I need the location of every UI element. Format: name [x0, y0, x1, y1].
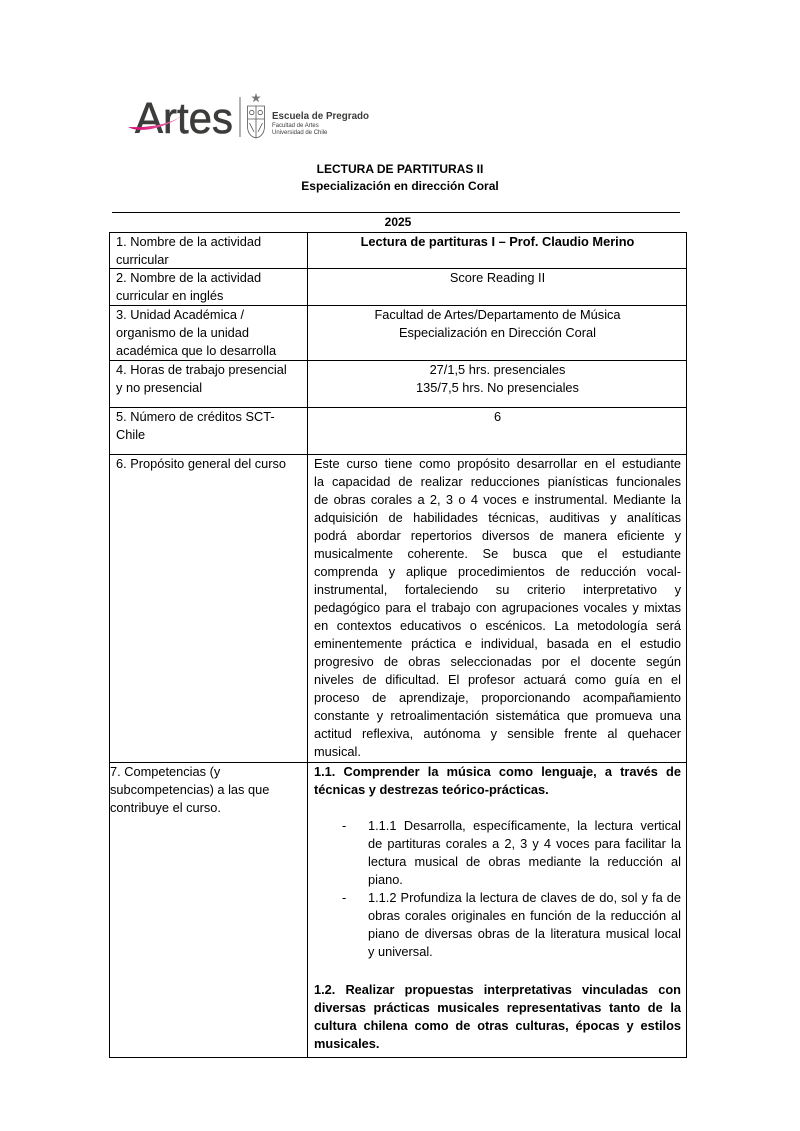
- value-line: Lectura de partituras I – Prof. Claudio Merino: [360, 234, 635, 249]
- row-purpose: [110, 455, 687, 763]
- university-seal-icon: [248, 93, 265, 138]
- label-line: curricular: [116, 252, 169, 267]
- competency-line: técnicas y destrezas teórico-prácticas.: [314, 782, 549, 797]
- value-line: Score Reading II: [449, 270, 546, 285]
- label-line: 6. Propósito general del curso: [116, 456, 287, 471]
- subcompetency-line: y universal.: [368, 944, 433, 959]
- row-label: [110, 408, 308, 454]
- row-label: [110, 269, 308, 305]
- purpose-line: proceso de aprendizaje, proporcionando acompañamiento: [314, 690, 681, 705]
- purpose-line: actitud reflexiva, autónoma y sensible frente al quehacer: [314, 726, 681, 741]
- subcompetency-item: [342, 889, 681, 961]
- subcompetency-line: 1.1.2 Profundiza la lectura de claves de do, sol y fa de: [368, 890, 681, 905]
- title-divider: [112, 212, 680, 213]
- competency-line: 1.2. Realizar propuestas interpretativas vinculadas con: [314, 982, 681, 997]
- row-value: [308, 269, 687, 305]
- subcompetency-item: [342, 817, 681, 889]
- row-hours: [110, 361, 687, 408]
- row-label: [110, 455, 308, 762]
- label-line: curricular en inglés: [116, 288, 224, 303]
- purpose-line: instrumental, fortaleciendo su criterio interpretativo y: [314, 582, 681, 597]
- subcompetency-line: lectura musical de obras mediante la reducción al: [368, 854, 681, 869]
- row-value: [308, 233, 687, 268]
- bullet-dash: -: [342, 890, 347, 905]
- school-name: Escuela de Pregrado: [272, 111, 369, 122]
- purpose-line: pedagógico para el trabajo con agrupaciones vocales y mixtas: [314, 600, 681, 615]
- purpose-line: la capacidad de realizar reducciones pianísticas funcionales: [314, 474, 681, 489]
- purpose-line: musical.: [314, 744, 361, 759]
- artes-logo: [125, 88, 380, 144]
- purpose-line: progresivo de obras seleccionadas por el docente según: [314, 654, 681, 669]
- year-label: 2025: [384, 215, 412, 229]
- faculty-name: Facultad de Artes: [272, 123, 319, 129]
- document-title-block: [0, 161, 800, 195]
- label-line: 3. Unidad Académica /: [116, 307, 245, 322]
- purpose-paragraph: [308, 455, 687, 762]
- subcompetency-line: piano de diversas obras de la literatura musical local: [368, 926, 681, 941]
- value-line: 27/1,5 hrs. presenciales: [429, 362, 566, 377]
- bullet-dash: -: [342, 818, 347, 833]
- value-line: Facultad de Artes/Departamento de Música: [374, 307, 621, 322]
- label-line: 7. Competencias (y: [110, 764, 221, 779]
- label-line: subcompetencias) a las que: [110, 782, 270, 797]
- purpose-line: constante y retroalimentación sistemática que promueva una: [314, 708, 681, 723]
- row-label: [110, 306, 308, 360]
- subcompetency-line: 1.1.1 Desarrolla, específicamente, la lectura vertical: [368, 818, 681, 833]
- competency-line: 1.1. Comprender la música como lenguaje, a través de: [314, 764, 681, 779]
- program-subtitle: Especialización en dirección Coral: [301, 179, 499, 193]
- label-line: y no presencial: [116, 380, 203, 395]
- subcompetency-list: [342, 817, 681, 961]
- competency-1-1: [314, 763, 681, 799]
- purpose-line: en contextos educativos o escénicos. La metodología será: [314, 618, 681, 633]
- row-value: [308, 306, 687, 360]
- purpose-line: Este curso tiene como propósito desarrollar en el estudiante: [314, 456, 681, 471]
- value-line: 6: [493, 409, 502, 424]
- purpose-line: musicalmente coherente. Se busca que el estudiante: [314, 546, 681, 561]
- value-line: 135/7,5 hrs. No presenciales: [416, 380, 579, 395]
- row-competencies: [110, 763, 687, 1058]
- value-line: Especialización en Dirección Coral: [398, 325, 597, 340]
- row-value: [308, 361, 687, 407]
- subcompetency-text: [368, 817, 681, 889]
- label-line: académica que lo desarrolla: [116, 343, 277, 358]
- purpose-line: podrá abordar repertorios diversos de manera eficiente y: [314, 528, 681, 543]
- course-info-table: [109, 232, 687, 1058]
- row-activity-name: [110, 233, 687, 269]
- competency-1-2: [314, 981, 681, 1053]
- course-title: LECTURA DE PARTITURAS II: [316, 162, 484, 176]
- university-name: Universidad de Chile: [272, 130, 328, 136]
- purpose-line: eminentemente práctica e individual, basada en el estudio: [314, 636, 681, 651]
- subcompetency-line: obras corales originales en función de la reducción al: [368, 908, 681, 923]
- subcompetency-text: [368, 889, 681, 961]
- label-line: 5. Número de créditos SCT-: [116, 409, 275, 424]
- label-line: organismo de la unidad: [116, 325, 250, 340]
- row-label: [110, 361, 308, 407]
- competency-line: cultura chilena como de otras culturas, épocas y estilos: [314, 1018, 681, 1033]
- purpose-line: comprenda y aplique procedimientos de reducción vocal-: [314, 564, 681, 579]
- row-label: [110, 233, 308, 268]
- label-line: Chile: [116, 427, 146, 442]
- competency-line: musicales.: [314, 1036, 380, 1051]
- purpose-line: adquisición de habilidades técnicas, auditivas y analíticas: [314, 510, 681, 525]
- purpose-line: de obras corales a 2, 3 o 4 voces e instrumental. Mediante la: [314, 492, 681, 507]
- row-credits: [110, 408, 687, 455]
- competencies-cell: [308, 763, 687, 1057]
- label-line: 1. Nombre de la actividad: [116, 234, 262, 249]
- row-label: [110, 763, 308, 1057]
- subcompetency-line: piano.: [368, 872, 403, 887]
- label-line: 4. Horas de trabajo presencial: [116, 362, 287, 377]
- competency-line: diversas prácticas musicales representativas tanto de la: [314, 1000, 681, 1015]
- purpose-line: niveles de dificultad. El profesor actuará como guía en el: [314, 672, 681, 687]
- row-value: [308, 408, 687, 454]
- row-academic-unit: [110, 306, 687, 361]
- label-line: contribuye el curso.: [110, 800, 221, 815]
- logo-wordmark: Artes: [135, 94, 233, 143]
- row-activity-name-english: [110, 269, 687, 306]
- subcompetency-line: de partituras corales a 2, 3 y 4 voces para facilitar la: [368, 836, 681, 851]
- label-line: 2. Nombre de la actividad: [116, 270, 262, 285]
